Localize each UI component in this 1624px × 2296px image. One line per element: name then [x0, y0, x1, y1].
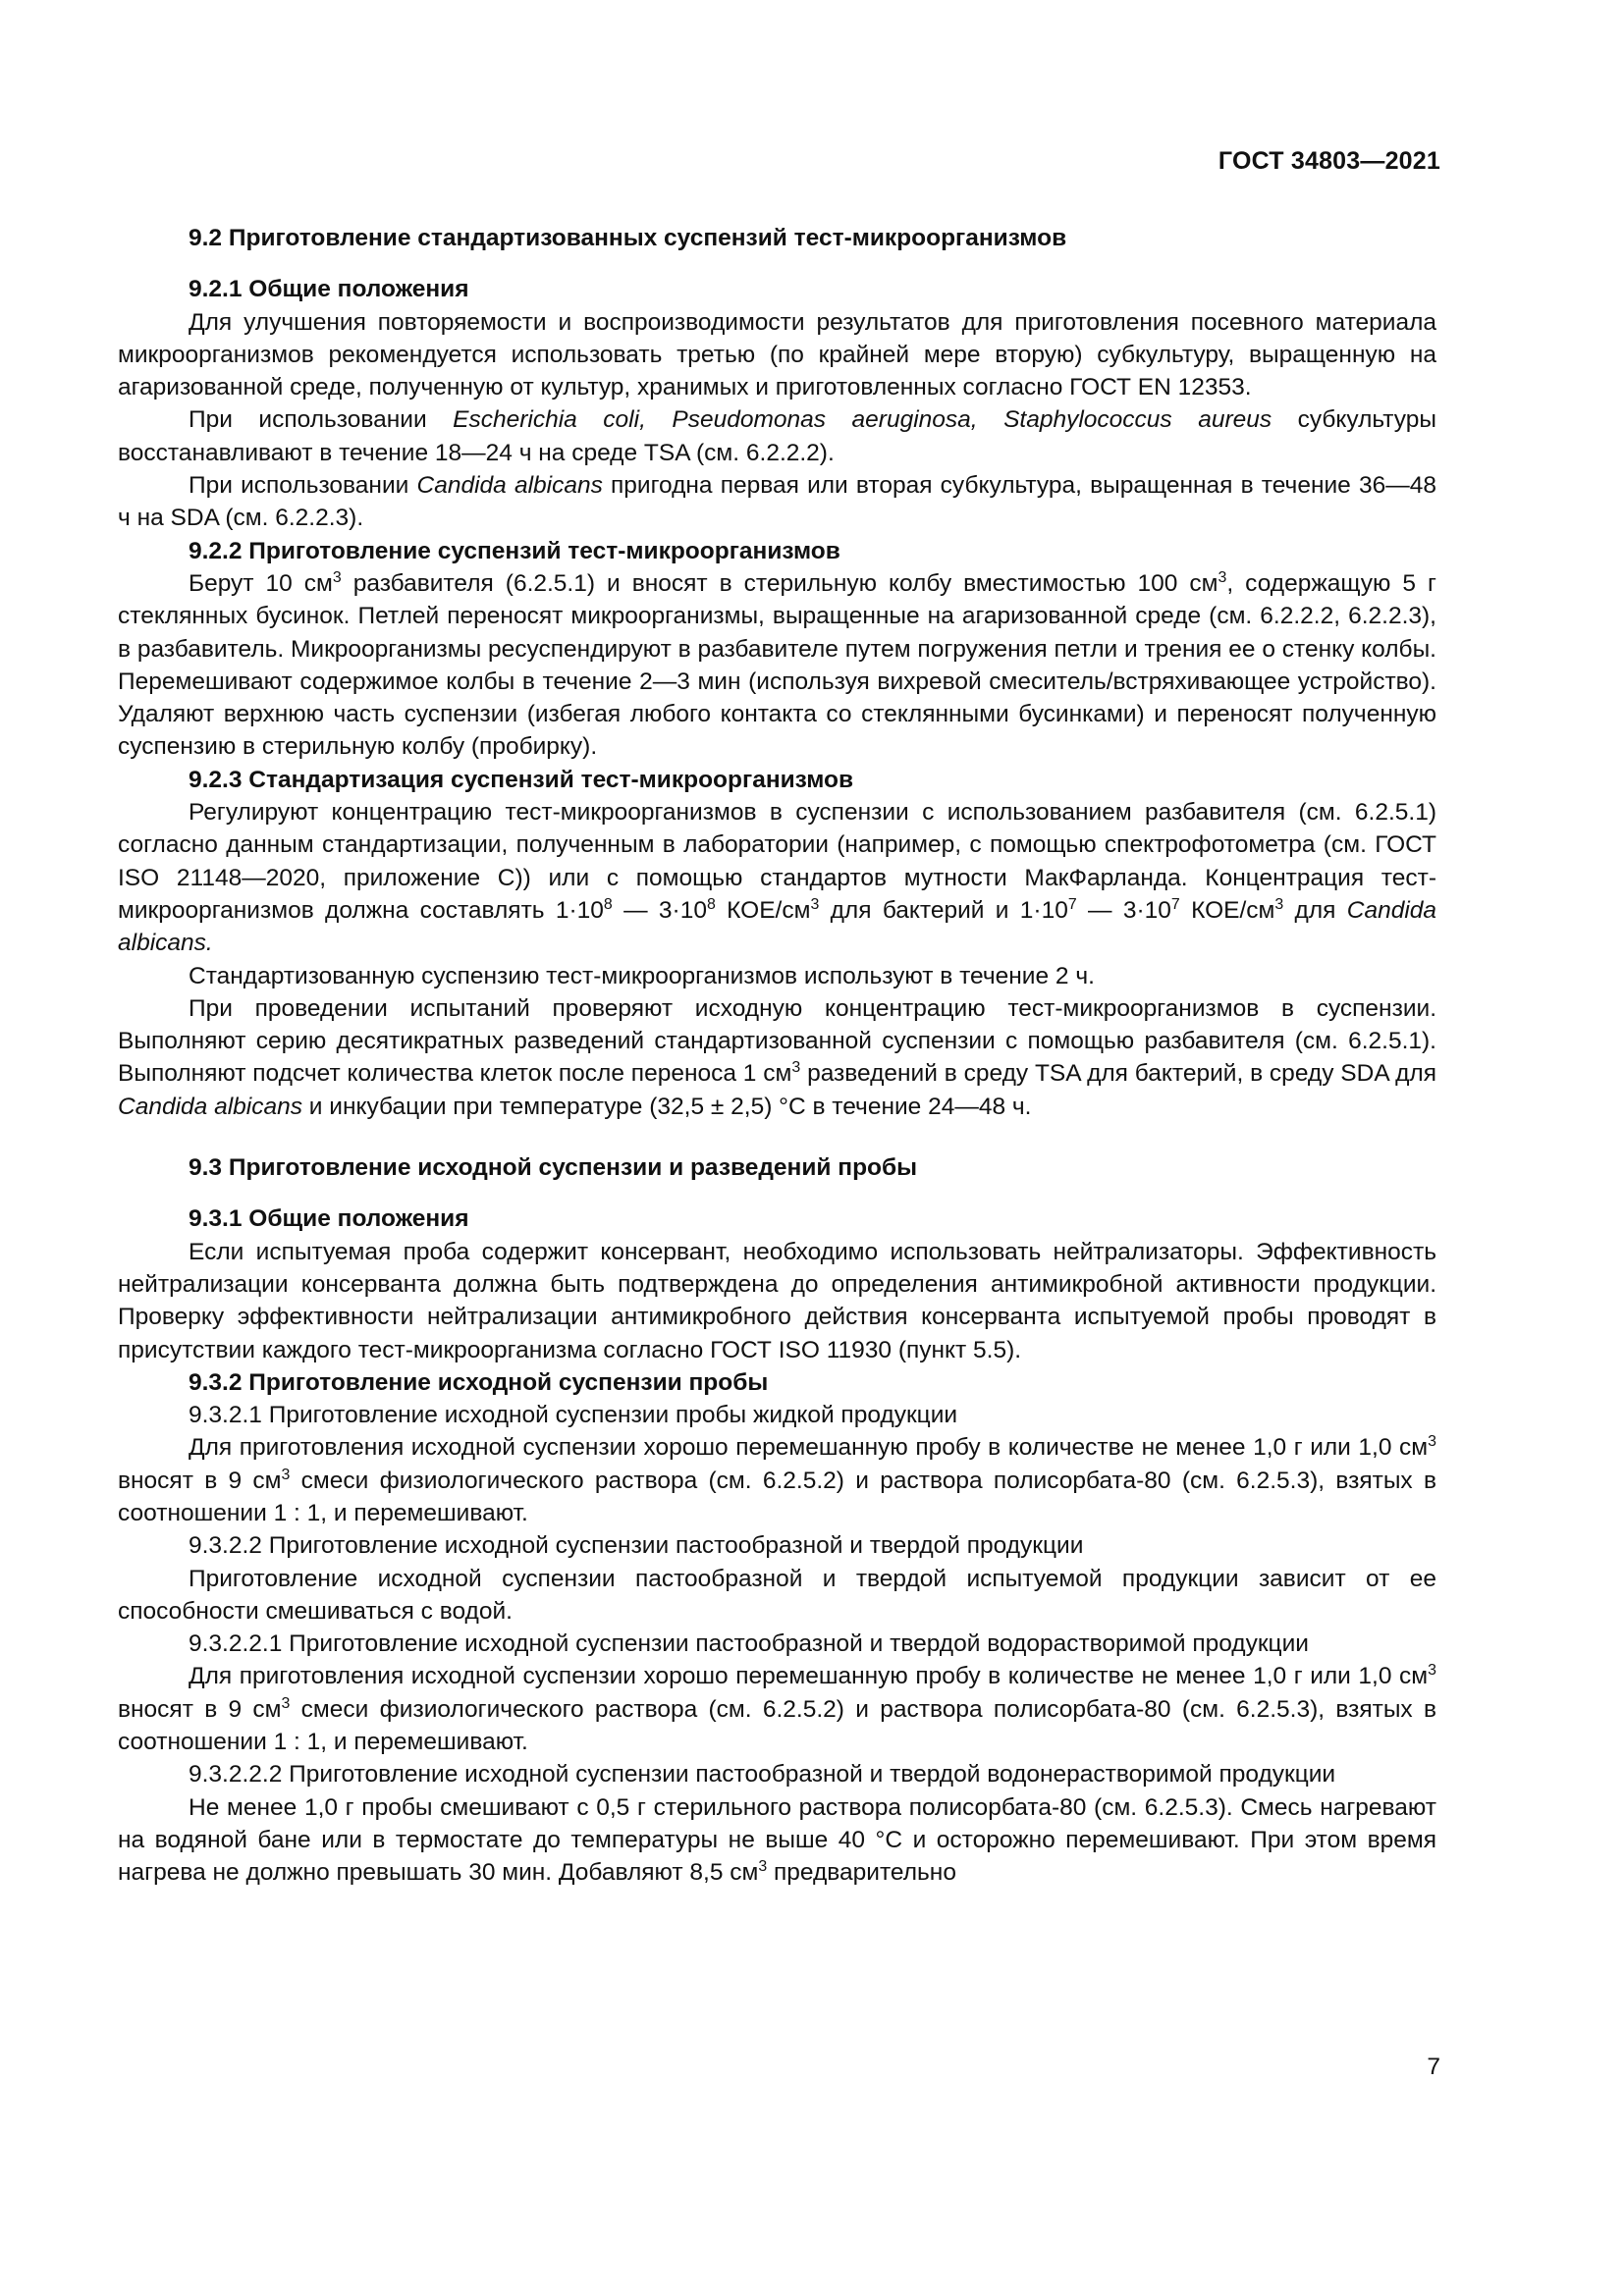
subsection-9-2-3-heading: 9.2.3 Стандартизация суспензий тест-микроорганизмов: [189, 766, 854, 793]
subsection-9-2-1-heading: 9.2.1 Общие положения: [189, 276, 469, 303]
paragraph-9-2-1-candida: При использовании Candida albicans пригодна первая или вторая субкультура, выращенная в течение 36—48 ч на SDA (см. 6.2.2.3).: [118, 472, 1436, 532]
paragraph-9-2-3-usage: Стандартизованную суспензию тест-микроорганизмов используют в течение 2 ч.: [189, 962, 1095, 989]
clause-9-3-2-2-heading: 9.3.2.2 Приготовление исходной суспензии пастообразной и твердой продукции: [189, 1532, 1084, 1560]
section-9-3-heading: 9.3 Приготовление исходной суспензии и разведений пробы: [189, 1154, 918, 1182]
species-name: Candida albicans.: [118, 896, 1437, 957]
document-body: [118, 222, 1436, 1890]
subsection-9-3-2-heading: 9.3.2 Приготовление исходной суспензии пробы: [189, 1368, 769, 1396]
clause-9-3-2-2-2-heading: 9.3.2.2.2 Приготовление исходной суспензии пастообразной и твердой водонерастворимой продукции: [189, 1761, 1336, 1789]
paragraph-9-2-3-concentration: Регулируют концентрацию тест-микроорганизмов в суспензии с использованием разбавителя (см. 6.2.5.1) согласно данным стандартизации, полученным в лаборатории (например, с помощью спектрофотометра (см. ГОСТ ISO 21148—2020, приложение С)) или с помощью стандартов мутности МакФарланда. Концентрация тест-микроорганизмов должна составлять $1\cdot 10^8$ — $3\cdot 10^8$ КОЕ/$см^3$ для бактерий и $1\cdot 10^7$ — $3\cdot 10^7$ КОЕ/$см^3$ для Candida albicans.: [118, 799, 1437, 957]
species-name: Candida albicans: [416, 472, 603, 500]
clause-9-3-2-2-1-heading: 9.3.2.2.1 Приготовление исходной суспензии пастообразной и твердой водорастворимой продукции: [189, 1630, 1309, 1658]
species-names: Escherichia coli, Pseudomonas aeruginosa, Staphylococcus aureus: [453, 406, 1272, 434]
paragraph-9-2-1-bacteria: При использовании Escherichia coli, Pseudomonas aeruginosa, Staphylococcus aureus субкультуры восстанавливают в течение 18—24 ч на среде TSA (см. 6.2.2.2).: [118, 406, 1436, 466]
clause-9-3-2-1-heading: 9.3.2.1 Приготовление исходной суспензии пробы жидкой продукции: [189, 1402, 958, 1429]
paragraph-9-3-2-1: Для приготовления исходной суспензии хорошо перемешанную пробу в количестве не менее 1,0 г или 1,0 $см^3$ вносят в 9 $см^3$ смеси физиологического раствора (см. 6.2.5.2) и раствора полисорбата-80 (см. 6.2.5.3), взятых в соотношении 1 : 1, и перемешивают.: [118, 1433, 1436, 1526]
paragraph-9-3-2-2-2: Не менее 1,0 г пробы смешивают с 0,5 г стерильного раствора полисорбата-80 (см. 6.2.5.3). Смесь нагревают на водяной бане или в термостате до температуры не выше 40 °С и осторожно перемешивают. При этом время нагрева не должно превышать 30 мин. Добавляют 8,5 $см^3$ предварительно: [118, 1793, 1436, 1887]
paragraph-9-3-1: Если испытуемая проба содержит консервант, необходимо использовать нейтрализаторы. Эффективность нейтрализации консерванта должна быть подтверждена до определения антимикробной активности продукции. Проверку эффективности нейтрализации антимикробного действия консерванта испытуемой пробы проводят в присутствии каждого тест-микроорганизма согласно ГОСТ ISO 11930 (пункт 5.5).: [118, 1238, 1436, 1363]
paragraph-9-3-2-2-1: Для приготовления исходной суспензии хорошо перемешанную пробу в количестве не менее 1,0 г или 1,0 $см^3$ вносят в 9 $см^3$ смеси физиологического раствора (см. 6.2.5.2) и раствора полисорбата-80 (см. 6.2.5.3), взятых в соотношении 1 : 1, и перемешивают.: [118, 1662, 1436, 1756]
subsection-9-3-1-heading: 9.3.1 Общие положения: [189, 1205, 469, 1233]
standard-header: ГОСТ 34803—2021: [1218, 147, 1440, 175]
subsection-9-2-2-heading: 9.2.2 Приготовление суспензий тест-микроорганизмов: [189, 537, 840, 564]
paragraph-9-2-3-verification: При проведении испытаний проверяют исходную концентрацию тест-микроорганизмов в суспензии. Выполняют серию десятикратных разведений стандартизованной суспензии с помощью разбавителя (см. 6.2.5.1). Выполняют подсчет количества клеток после переноса 1 $см^3$ разведений в среду TSA для бактерий, в среду SDA для Candida albicans и инкубации при температуре (32,5 ± 2,5) °С в течение 24—48 ч.: [118, 994, 1436, 1120]
paragraph-9-3-2-2: Приготовление исходной суспензии пастообразной и твердой испытуемой продукции зависит от ее способности смешиваться с водой.: [118, 1565, 1436, 1625]
section-9-2-heading: 9.2 Приготовление стандартизованных суспензий тест-микроорганизмов: [189, 225, 1067, 251]
paragraph-9-2-2: Берут 10 $см^3$ разбавителя (6.2.5.1) и вносят в стерильную колбу вместимостью 100 $см^3$, содержащую 5 г стеклянных бусинок. Петлей переносят микроорганизмы, выращенные на агаризованной среде (см. 6.2.2.2, 6.2.2.3), в разбавитель. Микроорганизмы ресуспендируют в разбавителе путем погружения петли и трения ее о стенку колбы. Перемешивают содержимое колбы в течение 2—3 мин (используя вихревой смеситель/встряхивающее устройство). Удаляют верхнюю часть суспензии (избегая любого контакта со стеклянными бусинками) и переносят полученную суспензию в стерильную колбу (пробирку).: [118, 568, 1436, 761]
species-name: Candida albicans: [118, 1093, 302, 1120]
page-number: 7: [1427, 2054, 1440, 2080]
paragraph-9-2-1-culture: Для улучшения повторяемости и воспроизводимости результатов для приготовления посевного материала микроорганизмов рекомендуется использовать третью (по крайней мере вторую) субкультуру, выращенную на агаризованной среде, полученную от культур, хранимых и приготовленных согласно ГОСТ EN 12353.: [118, 308, 1436, 401]
